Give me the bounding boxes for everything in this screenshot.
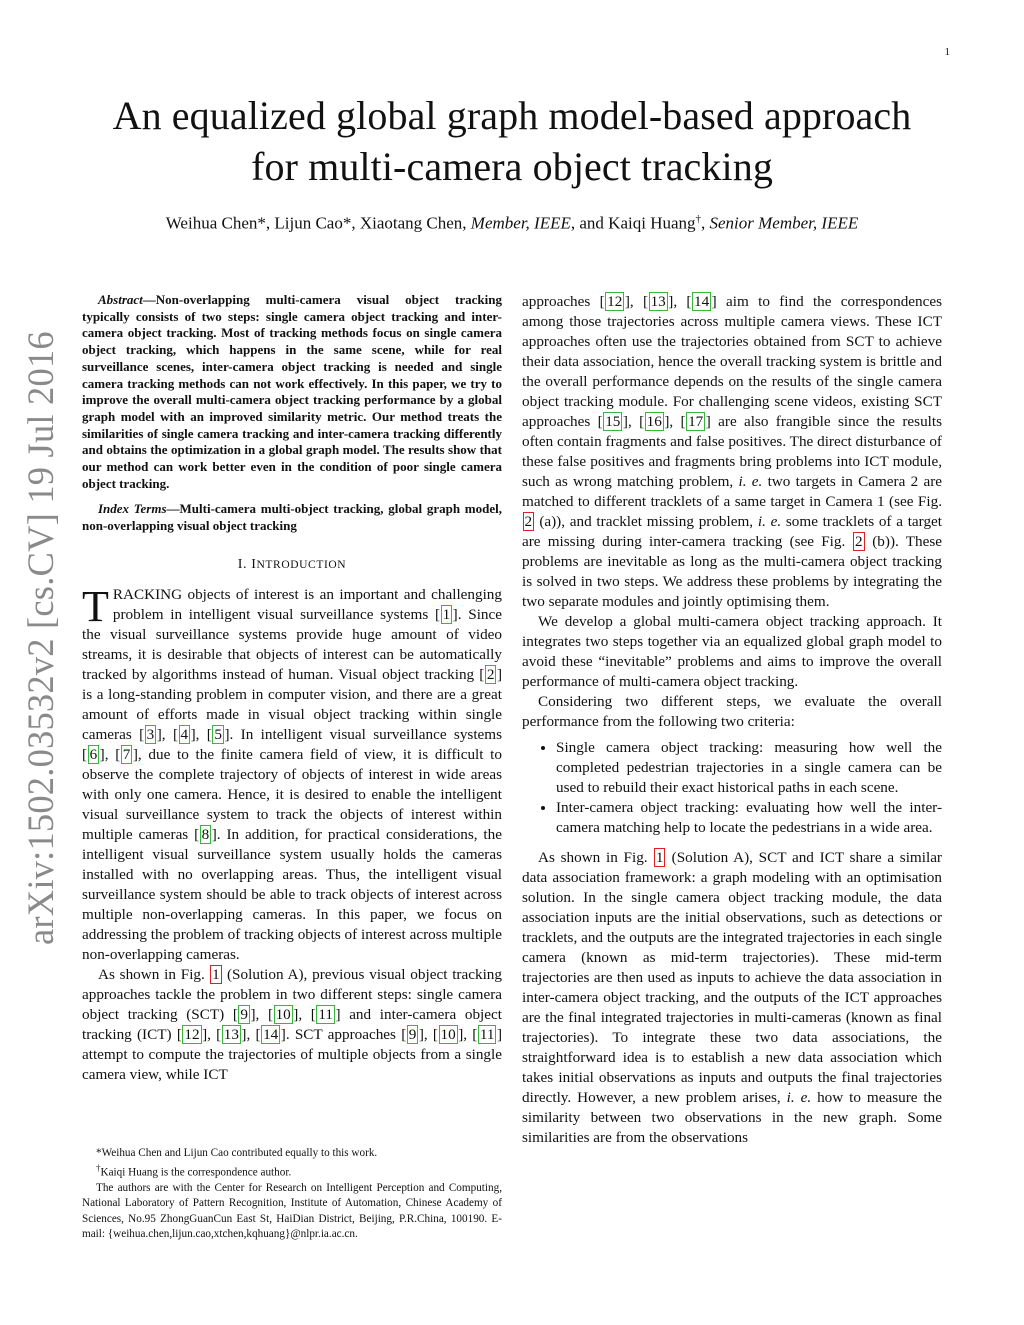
dropcap-letter: T [82, 581, 109, 631]
paper-title [60, 90, 964, 192]
section-heading-introduction: I. INTRODUCTION [237, 556, 347, 572]
left-column [82, 292, 502, 1085]
citation-link[interactable]: 12 [607, 293, 623, 310]
citation-link[interactable]: 2 [486, 665, 495, 683]
footnote-affiliation: The authors are with the Center for Research on Intelligent Perception and Computing, National Laboratory of Pattern Recognition, Institute of Automation, Chinese Academy of Sciences, No.95 ZhongGuanCun East St, HaiDian District, Beijing, P.R.China, 100190. E-mail: {weihua.chen,lijun.cao,xtchen,kqhuang}@nlpr.ia.ac.cn. [82, 1182, 502, 1240]
citation-link[interactable]: 5 [214, 725, 222, 743]
citation-link[interactable]: 13 [650, 293, 666, 310]
intro-paragraph-1: TRACKING objects of interest is an important and challenging problem in intelligent visual surveillance systems [ 1 ]. Since the visual surveillance systems provide huge amount of video streams, it is desirable that objects of interest can be automatically tracked by algorithms instead of human. Visual object tracking [ 2 ] is a long-standing problem in computer vision, and there are a great amount of efforts made in visual object tracking within single cameras [ 3 ], [ 4 ], [ 5 ]. In intelligent visual surveillance systems [ 6 ], [ 7 ], due to the finite camera field of view, it is difficult to observe the complete trajectory of objects of interest in wide areas with only one camera. Hence, it is desired to enable the intelligent visual surveillance system to track the objects of interest within multiple cameras [ 8 ]. In addition, for practical considerations, the intelligent visual surveillance system usually holds the cameras installed with no overlapping areas. Thus, the intelligent visual surveillance system should be able to track objects of interest across multiple non-overlapping cameras. In this paper, we focus on addressing the problem of tracking objects of interest across multiple non-overlapping cameras. [82, 581, 503, 963]
citation-link[interactable]: 9 [408, 1025, 417, 1043]
figure-link[interactable]: 2 [524, 513, 533, 530]
arxiv-identifier-stamp: arXiv:1502.03532v2 [cs.CV] 19 Jul 2016 [20, 331, 61, 945]
citation-link[interactable]: 6 [89, 745, 98, 763]
citation-link[interactable]: 9 [240, 1005, 248, 1023]
citation-link[interactable]: 10 [440, 1025, 456, 1043]
citation-link[interactable]: 17 [688, 413, 704, 430]
citation-link[interactable]: 4 [180, 725, 189, 743]
criteria-list [522, 738, 942, 838]
title-line-2: for multi-camera object tracking [251, 144, 773, 189]
citation-link[interactable]: 14 [263, 1025, 279, 1043]
list-item: • Inter-camera object tracking: evaluating how well the inter-camera matching help to locate the pedestrians in a wide area. [556, 798, 942, 838]
index-terms-label: Index Terms [98, 501, 167, 517]
footnote-correspondence: †Kaiqi Huang is the correspondence author. [96, 1163, 292, 1179]
author-list: Weihua Chen*, Lijun Cao*, Xiaotang Chen, Member, IEEE, and Kaiqi Huang†, Senior Member, IEEE [165, 213, 859, 233]
citation-link[interactable]: 10 [275, 1005, 291, 1023]
citation-link[interactable]: 8 [201, 825, 210, 843]
citation-link[interactable]: 11 [479, 1025, 495, 1043]
list-item: • Single camera object tracking: measuring how well the completed pedestrian trajectories in a single camera can be used to rebuild their exact historical paths in each scene. [556, 738, 942, 798]
citation-link[interactable]: 7 [122, 745, 131, 763]
citation-link[interactable]: 14 [693, 293, 710, 310]
right-column [522, 292, 942, 1148]
citation-link[interactable]: 12 [184, 1025, 200, 1043]
footnote-equal-contribution: *Weihua Chen and Lijun Cao contributed equally to this work. [96, 1147, 378, 1159]
index-terms-text: —Multi-camera multi-object tracking, global graph model, non-overlapping visual object tracking [82, 501, 502, 534]
intro-paragraph-4: We develop a global multi-camera object tracking approach. It integrates two steps together via an equalized global graph model to avoid these “inevitable” problems and aims to improve the overall performance of multi-camera object tracking. [522, 613, 942, 690]
intro-paragraph-6: As shown in Fig. 1 (Solution A), SCT and ICT share a similar data association framework: a graph modeling with an optimisation solution. In the single camera object tracking module, the data association inputs are the initial observations, such as detections or tracklets, and the outputs are the integrated trajectories in each single camera (known as mid-term trajectories). These mid-term trajectories are then used as inputs to achieve the data association in inter-camera object tracking, and the outputs of the ICT approaches are the final integrated trajectories in multi-cameras (known as final trajectories). To integrate these two data associations, the straightforward idea is to establish a new data association which takes initial observations as inputs and outputs the final trajectories directly. However, a new problem arises, i. e. how to measure the similarity between two observations in the new graph. Some similarities are from the observations [522, 849, 942, 1146]
index-terms [82, 501, 502, 534]
title-line-1: An equalized global graph model-based approach [112, 93, 912, 138]
intro-paragraph-2: As shown in Fig. 1 (Solution A), previous visual object tracking approaches tackle the problem in two different steps: single camera object tracking (SCT) [ 9 ], [ 10 ], [ 11 ] and inter-camera object tracking (ICT) [ 12 ], [ 13 ], [ 14 ]. SCT approaches [ 9 ], [ 10 ], [ 11 ] attempt to compute the trajectories of multiple objects from a single camera view, while ICT [82, 965, 503, 1083]
intro-paragraph-3: approaches [ 12 ], [ 13 ], [ 14 ] aim to find the correspondences among those trajectories across multiple camera views. These ICT approaches often use the trajectories obtained from SCT to achieve their data association, hence the overall tracking system is brittle and the overall performance depends on the results of the single camera object tracking module. For challenging scene videos, existing SCT approaches [ 15 ], [ 16 ], [ 17 ] are also frangible since the results often contain fragments and false positives. The direct disturbance of these false positives and fragments bring problems into ICT module, such as wrong matching problem, i. e. two targets in Camera 2 are matched to different tracklets of a same target in Camera 1 (see Fig. 2 (a)), and tracklet missing problem, i. e. some tracklets of a target are missing during inter-camera tracking (see Fig. 2 (b)). These problems are inevitable as long as the multi-camera object tracking is solved in two steps. We address these problems by integrating the two separate modules and jointly optimising them. [522, 293, 943, 610]
figure-link[interactable]: 1 [212, 965, 220, 983]
citation-link[interactable]: 13 [223, 1025, 239, 1043]
figure-link[interactable]: 1 [655, 849, 664, 866]
abstract-text: —Non-overlapping multi-camera visual object tracking typically consists of two steps: single camera object tracking and inter-camera object tracking. Most of tracking methods focus on single camera object tracking, which happens in the same scene, while for real surveillance scenes, inter-camera object tracking is needed and single camera tracking methods can not work effectively. In this paper, we try to improve the overall multi-camera object tracking performance by a global graph model with an improved similarity metric. Our method treats the similarities of single camera tracking and inter-camera tracking differently and obtains the optimization in a global graph model. The results show that our method can work better even in the condition of poor single camera object tracking. [82, 292, 502, 491]
abstract-label: Abstract [98, 292, 143, 307]
abstract [82, 292, 502, 492]
citation-link[interactable]: 16 [646, 413, 662, 430]
figure-link[interactable]: 2 [854, 533, 863, 550]
citation-link[interactable]: 15 [605, 413, 621, 430]
intro-paragraph-5: Considering two different steps, we evaluate the overall performance from the following two criteria: [522, 693, 942, 730]
citation-link[interactable]: 3 [146, 725, 155, 743]
page-number: 1 [944, 46, 950, 58]
citation-link[interactable]: 1 [442, 605, 451, 623]
footnotes [82, 1146, 502, 1242]
citation-link[interactable]: 11 [318, 1005, 333, 1023]
